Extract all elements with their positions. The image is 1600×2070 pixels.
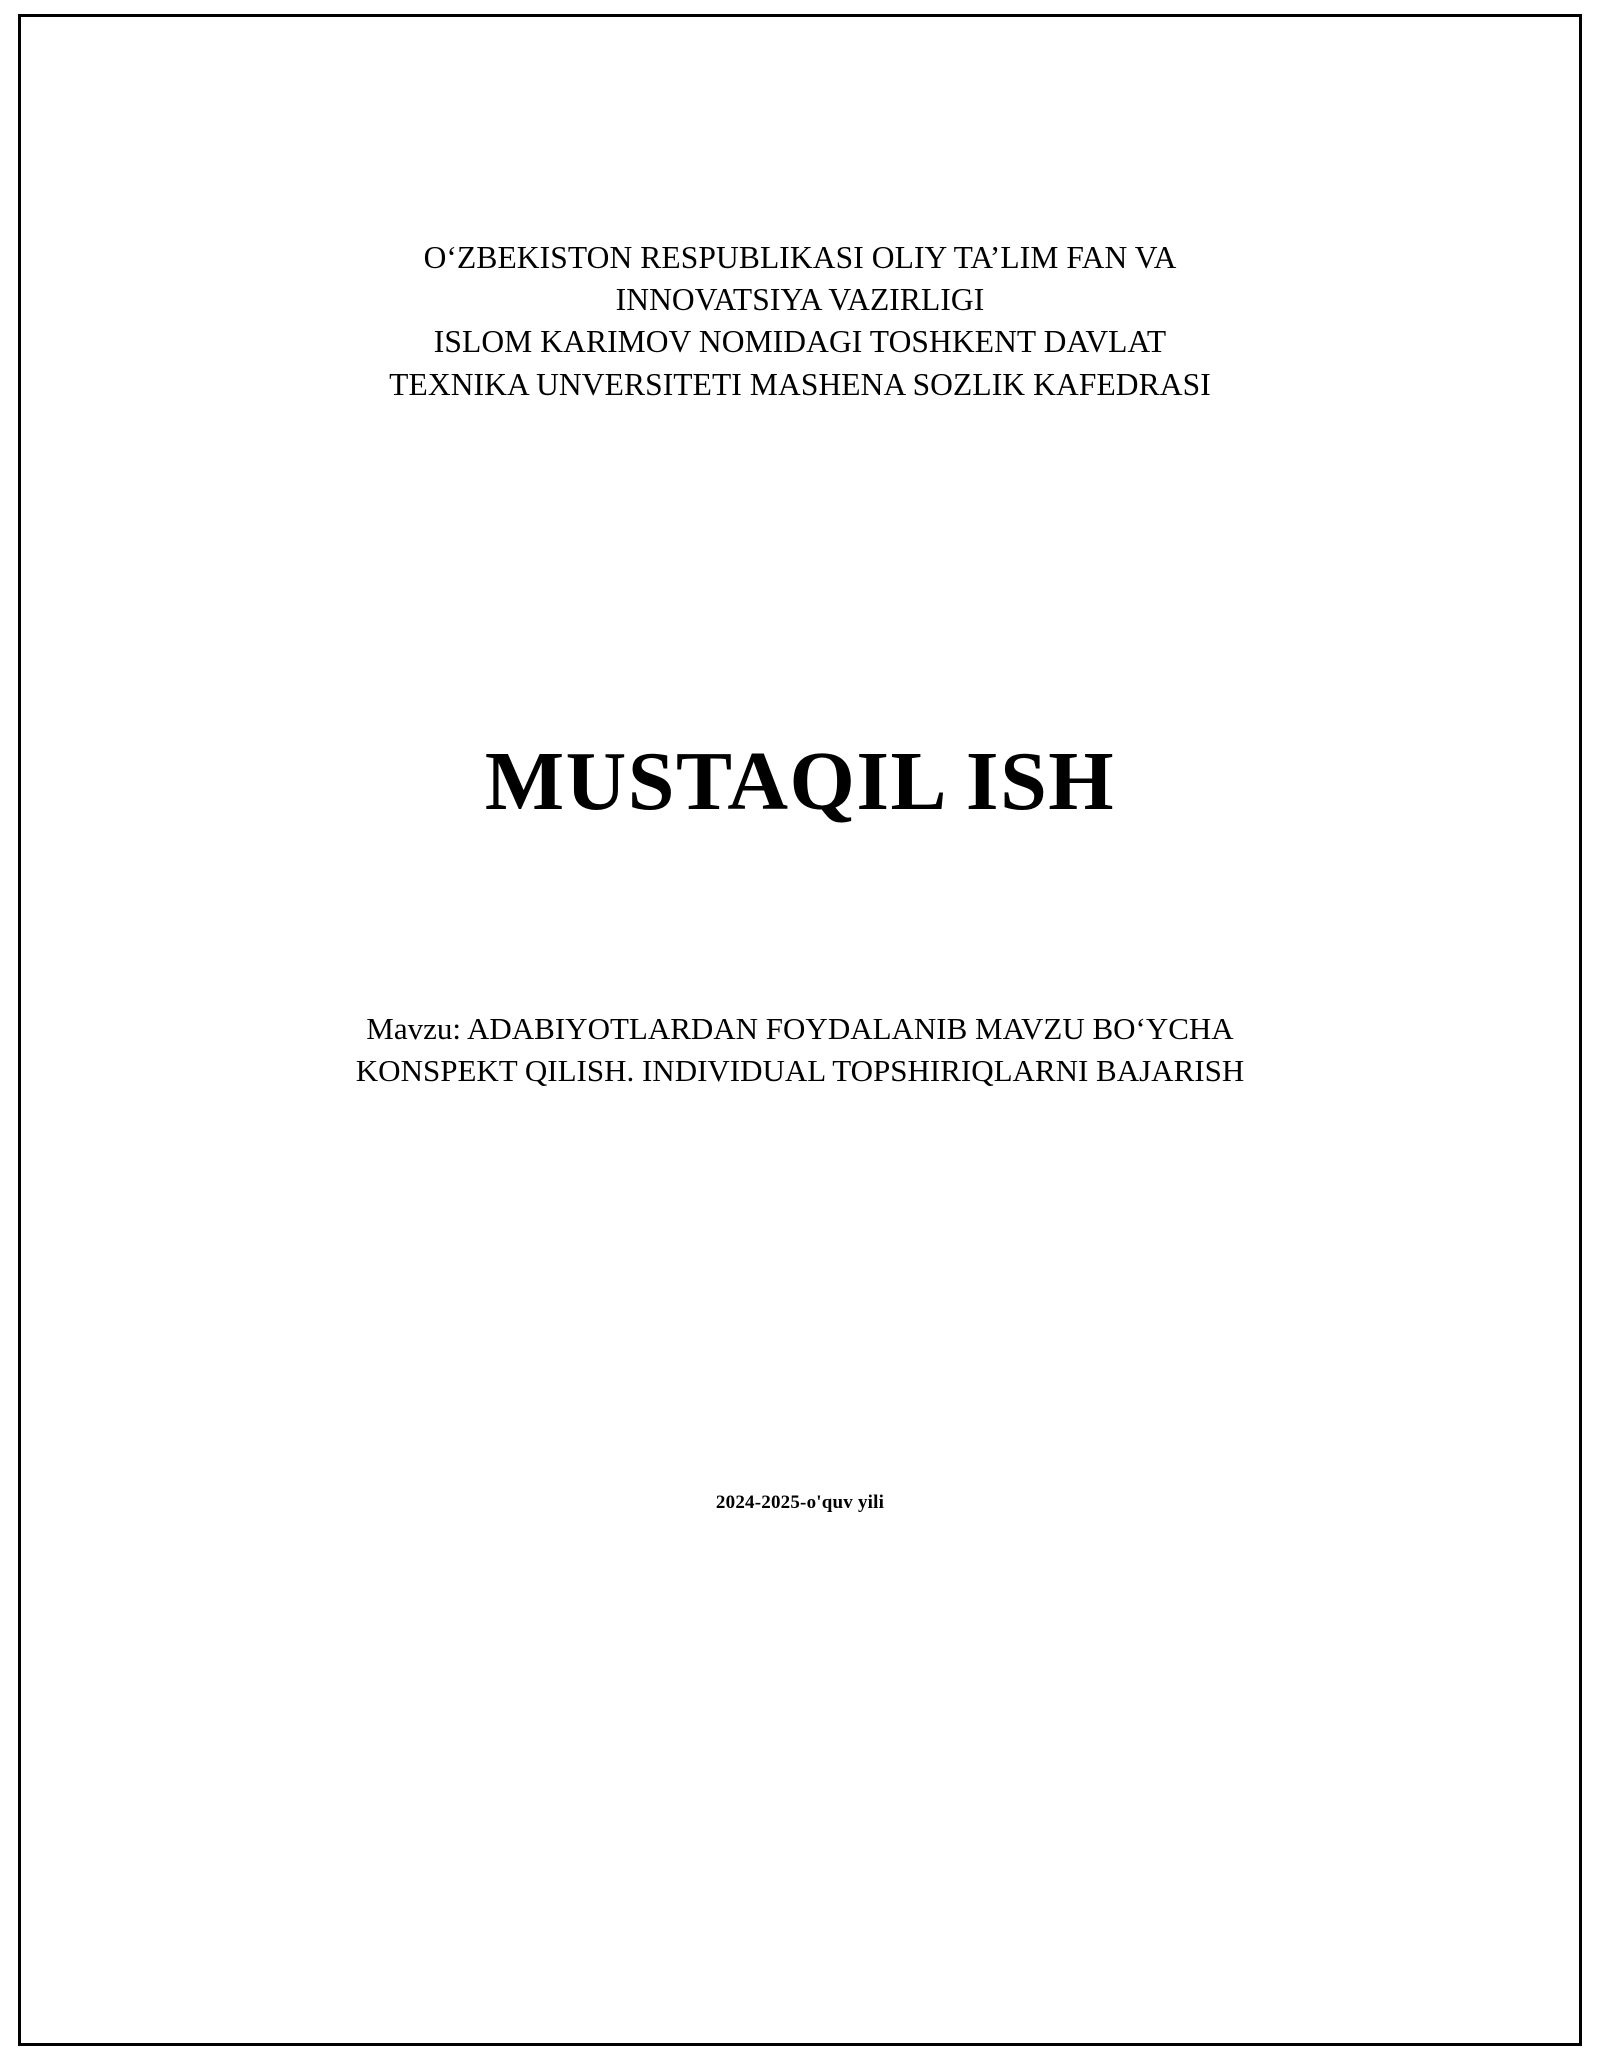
subject-line-2: KONSPEKT QILISH. INDIVIDUAL TOPSHIRIQLARNI BAJARISH — [355, 1052, 1245, 1088]
page-content — [21, 17, 1579, 2043]
organization-line-4: TEXNIKA UNVERSITETI MASHENA SOZLIK KAFEDRASI — [389, 366, 1211, 402]
subject-block — [191, 1008, 1409, 1092]
organization-line-1: O‘ZBEKISTON RESPUBLIKASI OLIY TA’LIM FAN VA — [423, 240, 1177, 275]
subject-line-1: Mavzu: ADABIYOTLARDAN FOYDALANIB MAVZU BO‘YCHA — [366, 1010, 1234, 1046]
page-title: MUSTAQIL ISH — [484, 734, 1116, 828]
organization-line-3: ISLOM KARIMOV NOMIDAGI TOSHKENT DAVLAT — [433, 323, 1167, 359]
academic-year-label: 2024-2025-o'quv yili — [715, 1492, 885, 1513]
organization-line-2: INNOVATSIYA VAZIRLIGI — [615, 281, 985, 317]
document-page — [18, 14, 1582, 2046]
organization-header — [191, 237, 1409, 406]
